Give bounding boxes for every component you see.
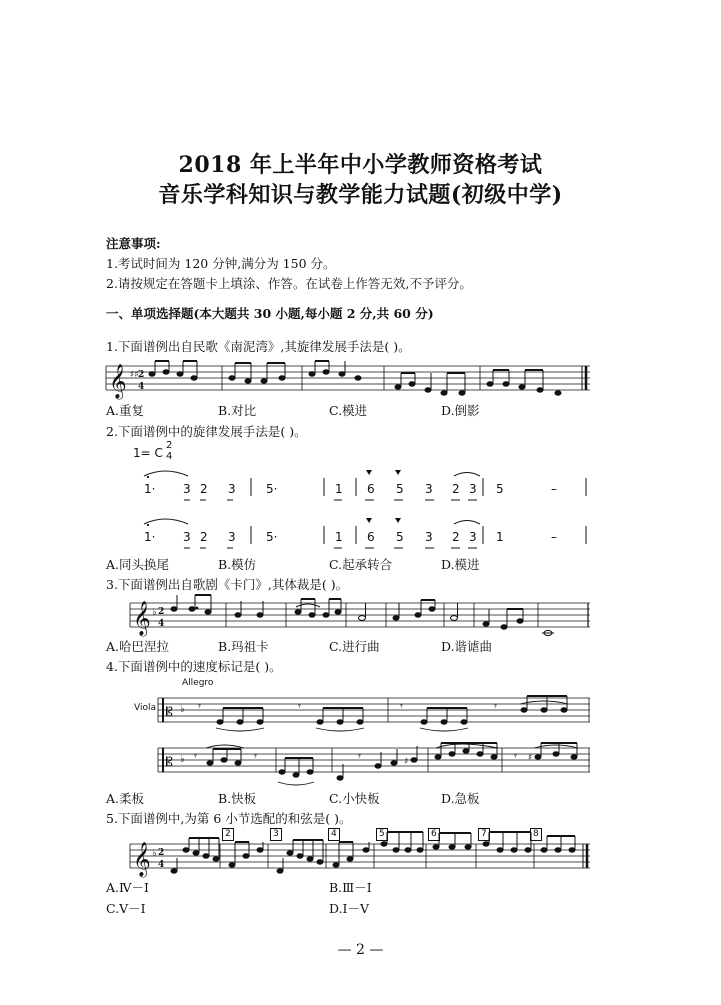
svg-text:♭: ♭ (180, 704, 185, 715)
svg-text:4: 4 (138, 382, 145, 392)
question-5-option-b[interactable]: B.Ⅲ－Ⅰ (329, 880, 372, 895)
jianpu-note: 6 (367, 482, 375, 496)
question-2-key: 1= C (133, 446, 163, 460)
svg-text:♭: ♭ (180, 754, 185, 765)
measure-number: 4 (328, 828, 340, 841)
jianpu-note: 2 (200, 482, 208, 496)
measure-number: 6 (428, 828, 440, 841)
svg-text:𝄡: 𝄡 (166, 705, 173, 719)
question-5-staff (130, 828, 590, 876)
question-2-row-2-marks (140, 514, 592, 554)
question-1-option-b[interactable]: B.对比 (218, 403, 257, 418)
svg-text:4: 4 (158, 860, 165, 870)
question-2-stem: 2.下面谱例中的旋律发展手法是( )。 (106, 424, 307, 439)
question-1-staff (106, 358, 590, 400)
svg-text:𝄡: 𝄡 (166, 755, 173, 769)
page-number: — 2 — (337, 942, 384, 958)
question-5-option-a[interactable]: A.Ⅳ－Ⅰ (106, 880, 149, 895)
question-5-stem: 5.下面谱例中,为第 6 小节选配的和弦是( )。 (106, 811, 352, 826)
question-4-option-d[interactable]: D.急板 (441, 791, 480, 806)
jianpu-note: 1 (496, 530, 504, 544)
jianpu-note: 1· (144, 482, 156, 496)
question-3-staff (130, 595, 590, 639)
jianpu-note: – (551, 530, 557, 544)
jianpu-note: 3 (228, 482, 236, 496)
measure-number: 8 (530, 828, 542, 841)
svg-text:4: 4 (158, 619, 165, 629)
question-2-option-c[interactable]: C.起承转合 (329, 557, 393, 572)
question-1-option-a[interactable]: A.重复 (106, 403, 145, 418)
question-3-option-c[interactable]: C.进行曲 (329, 639, 380, 654)
question-1-stem: 1.下面谱例出自民歌《南泥湾》,其旋律发展手法是( )。 (106, 339, 411, 354)
jianpu-note: 3 (183, 530, 191, 544)
jianpu-note: 2 (200, 530, 208, 544)
jianpu-note: 3 (469, 530, 477, 544)
question-2-time-top: 2 (166, 440, 173, 451)
question-4-option-c[interactable]: C.小快板 (329, 791, 380, 806)
exam-title-line1: 2018 年上半年中小学教师资格考试 (178, 152, 543, 178)
jianpu-note: 3 (469, 482, 477, 496)
measure-number: 2 (222, 828, 234, 841)
svg-text:𝄞: 𝄞 (133, 842, 151, 877)
question-3-stem: 3.下面谱例出自歌剧《卡门》,其体裁是( )。 (106, 577, 349, 592)
exam-title-line2: 音乐学科知识与教学能力试题(初级中学) (158, 182, 563, 208)
notice-heading: 注意事项: (106, 236, 161, 251)
jianpu-note: 1· (144, 530, 156, 544)
svg-text:𝄾: 𝄾 (198, 700, 201, 713)
svg-text:𝄾: 𝄾 (298, 700, 301, 713)
svg-text:𝄾: 𝄾 (400, 700, 403, 713)
question-4-stem: 4.下面谱例中的速度标记是( )。 (106, 659, 282, 674)
svg-text:♯: ♯ (404, 757, 409, 767)
svg-text:♯: ♯ (528, 753, 533, 763)
jianpu-note: 2 (452, 482, 460, 496)
jianpu-note: – (551, 482, 557, 496)
jianpu-note: 3 (425, 530, 433, 544)
question-3-option-a[interactable]: A.哈巴涅拉 (106, 639, 170, 654)
question-4-tempo: Allegro (182, 678, 214, 688)
jianpu-note: 5 (496, 482, 504, 496)
jianpu-note: 5 (396, 482, 404, 496)
question-2-row-1-marks (140, 466, 592, 506)
svg-text:𝄾: 𝄾 (514, 750, 517, 763)
svg-text:2: 2 (158, 607, 165, 617)
jianpu-note: 2 (452, 530, 460, 544)
question-1-option-c[interactable]: C.模进 (329, 403, 368, 418)
svg-text:2: 2 (158, 848, 165, 858)
question-4-instrument: Viola (134, 703, 156, 713)
question-4-option-a[interactable]: A.柔板 (106, 791, 145, 806)
jianpu-note: 5· (266, 482, 278, 496)
jianpu-note: 3 (425, 482, 433, 496)
question-4-option-b[interactable]: B.快板 (218, 791, 257, 806)
measure-number: 7 (478, 828, 490, 841)
question-2-option-a[interactable]: A.同头换尾 (106, 557, 170, 572)
measure-number: 3 (270, 828, 282, 841)
jianpu-note: 3 (183, 482, 191, 496)
section-heading: 一、单项选择题(本大题共 30 小题,每小题 2 分,共 60 分) (106, 306, 434, 321)
svg-text:𝄾: 𝄾 (358, 750, 361, 763)
measure-number: 5 (376, 828, 388, 841)
question-2-option-d[interactable]: D.模进 (441, 557, 480, 572)
svg-text:♯♯: ♯♯ (130, 370, 139, 380)
question-1-option-d[interactable]: D.倒影 (441, 403, 480, 418)
jianpu-note: 1 (335, 482, 343, 496)
notice-item-1: 1.考试时间为 120 分钟,满分为 150 分。 (106, 256, 336, 271)
jianpu-note: 1 (335, 530, 343, 544)
question-4-staff-2 (158, 740, 590, 788)
svg-text:♭: ♭ (152, 848, 157, 859)
question-2-time-bottom: 4 (166, 451, 173, 462)
question-5-option-c[interactable]: C.Ⅴ－Ⅰ (106, 901, 146, 916)
jianpu-note: 6 (367, 530, 375, 544)
notice-item-2: 2.请按规定在答题卡上填涂、作答。在试卷上作答无效,不予评分。 (106, 276, 472, 291)
svg-text:♭: ♭ (152, 607, 157, 618)
jianpu-note: 3 (228, 530, 236, 544)
svg-text:𝄾: 𝄾 (254, 750, 257, 763)
svg-text:𝄞: 𝄞 (133, 601, 151, 636)
question-2-option-b[interactable]: B.模仿 (218, 557, 257, 572)
svg-text:𝄾: 𝄾 (194, 750, 197, 763)
jianpu-note: 5 (396, 530, 404, 544)
jianpu-note: 5· (266, 530, 278, 544)
question-4-staff-1 (158, 690, 590, 730)
question-3-option-b[interactable]: B.玛祖卡 (218, 639, 269, 654)
svg-text:2: 2 (138, 370, 145, 380)
svg-text:𝄞: 𝄞 (109, 364, 127, 399)
question-3-option-d[interactable]: D.谐谑曲 (441, 639, 493, 654)
svg-text:𝄾: 𝄾 (494, 700, 497, 713)
question-5-option-d[interactable]: D.Ⅰ－Ⅴ (329, 901, 370, 916)
